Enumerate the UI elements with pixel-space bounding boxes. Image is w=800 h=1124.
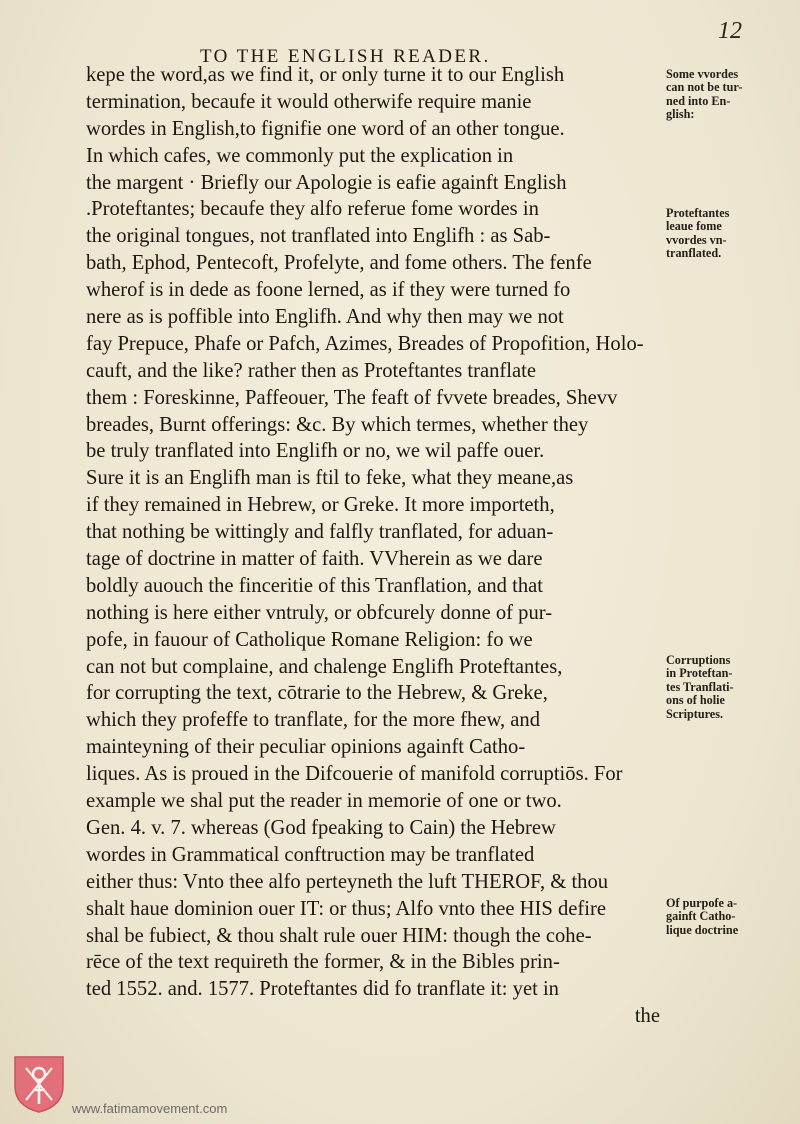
text-line: wordes in Grammatical conftruction may be tranflated <box>86 843 535 866</box>
margin-note-line: Proteftantes <box>666 206 730 220</box>
text-line: mainteyning of their peculiar opinions againft Catho- <box>86 736 526 759</box>
text-line: nothing is here either vntruly, or obfcurely donne of pur- <box>86 601 553 624</box>
text-line: termination, becaufe it would otherwife require manie <box>86 90 532 113</box>
catchword: the <box>634 1005 660 1028</box>
text-line: breades, Burnt offerings: &c. By which termes, whether they <box>86 413 589 436</box>
text-line: shalt haue dominion ouer IT: or thus; Alfo vnto thee HIS defire <box>86 897 607 920</box>
margin-note-line: Of purpofe a- <box>666 896 738 910</box>
margin-note <box>666 207 796 261</box>
papal-crest-icon <box>12 1054 66 1114</box>
text-line: which they profeffe to tranflate, for the more fhew, and <box>86 709 541 732</box>
text-line: be truly tranflated into Englifh or no, we wil paffe ouer. <box>86 440 545 463</box>
watermark-url[interactable]: www.fatimamovement.com <box>72 1101 228 1116</box>
margin-note-line: gainft Catho- <box>666 909 736 924</box>
margin-note-line: can not be tur- <box>666 80 743 95</box>
margin-note <box>666 897 796 937</box>
text-line: nere as is poffible into Englifh. And why then may we not <box>86 306 564 329</box>
text-line: ted 1552. and. 1577. Proteftantes did fo tranflate it: yet in <box>86 978 559 1001</box>
text-line: rēce of the text requireth the former, & in the Bibles prin- <box>86 951 560 974</box>
text-line: them : Foreskinne, Paffeouer, The feaft of fvvete breades, Shevv <box>86 386 618 409</box>
text-line: liques. As is proued in the Difcouerie of manifold corruptiōs. For <box>86 763 623 786</box>
margin-note-line: lique doctrine <box>666 922 739 937</box>
text-line: tage of doctrine in matter of faith. VVherein as we dare <box>86 548 543 571</box>
margin-note-line: leaue fome <box>666 219 722 234</box>
margin-note-line: tes Tranflati- <box>666 679 734 694</box>
text-line: kepe the word,as we find it, or only turne it to our English <box>86 64 565 86</box>
text-line: example we shal put the reader in memorie of one or two. <box>86 790 562 813</box>
margin-note-line: in Proteftan- <box>666 666 733 681</box>
margin-note-line: ons of holie <box>666 693 725 708</box>
text-line: for corrupting the text, cōtrarie to the Hebrew, & Greke, <box>86 682 548 705</box>
text-line: wherof is in dede as foone lerned, as if they were turned fo <box>86 279 571 302</box>
text-line: the original tongues, not tranflated into Englifh : as Sab- <box>86 225 551 248</box>
margin-note <box>666 68 796 122</box>
text-line: if they remained in Hebrew, or Greke. It more importeth, <box>86 494 555 517</box>
margin-note-line: vvordes vn- <box>666 232 727 247</box>
margin-note-line: Scriptures. <box>666 706 723 721</box>
margin-note-line: ned into En- <box>666 93 731 108</box>
text-line: shal be fubiect, & thou shalt rule ouer HIM: though the cohe- <box>86 924 592 947</box>
text-line: .Proteftantes; becaufe they alfo referue fome wordes in <box>86 198 539 221</box>
text-line: pofe, in fauour of Catholique Romane Religion: fo we <box>86 628 533 651</box>
body-text <box>86 62 660 1030</box>
margin-note-line: Corruptions <box>666 653 731 667</box>
folio-number: 12 <box>718 18 742 44</box>
text-line: cauft, and the like? rather then as Proteftantes tranflate <box>86 359 536 382</box>
margin-note <box>666 654 796 721</box>
text-line: In which cafes, we commonly put the explication in <box>86 144 514 167</box>
text-line: that nothing be wittingly and falfly tranflated, for aduan- <box>86 521 554 544</box>
margin-note-line: tranflated. <box>666 246 722 261</box>
margin-note-line: glish: <box>666 107 695 122</box>
margin-note-line: Some vvordes <box>666 67 739 81</box>
text-line: bath, Ephod, Pentecoft, Profelyte, and fome others. The fenfe <box>86 252 592 275</box>
text-line: Sure it is an Englifh man is ftil to feke, what they meane,as <box>86 467 574 490</box>
running-header: TO THE ENGLISH READER. <box>200 46 491 67</box>
text-line: either thus: Vnto thee alfo perteyneth the luft THEROF, & thou <box>86 870 609 893</box>
text-line: fay Prepuce, Phafe or Pafch, Azimes, Breades of Propofition, Holo- <box>86 332 644 355</box>
text-line: can not but complaine, and chalenge Englifh Proteftantes, <box>86 655 563 678</box>
text-line: Gen. 4. v. 7. whereas (God fpeaking to Cain) the Hebrew <box>86 816 556 839</box>
text-line: wordes in English,to fignifie one word of an other tongue. <box>86 117 565 140</box>
text-line: boldly auouch the finceritie of this Tranflation, and that <box>86 574 543 597</box>
text-line: the margent · Briefly our Apologie is eafie againft English <box>86 171 567 194</box>
